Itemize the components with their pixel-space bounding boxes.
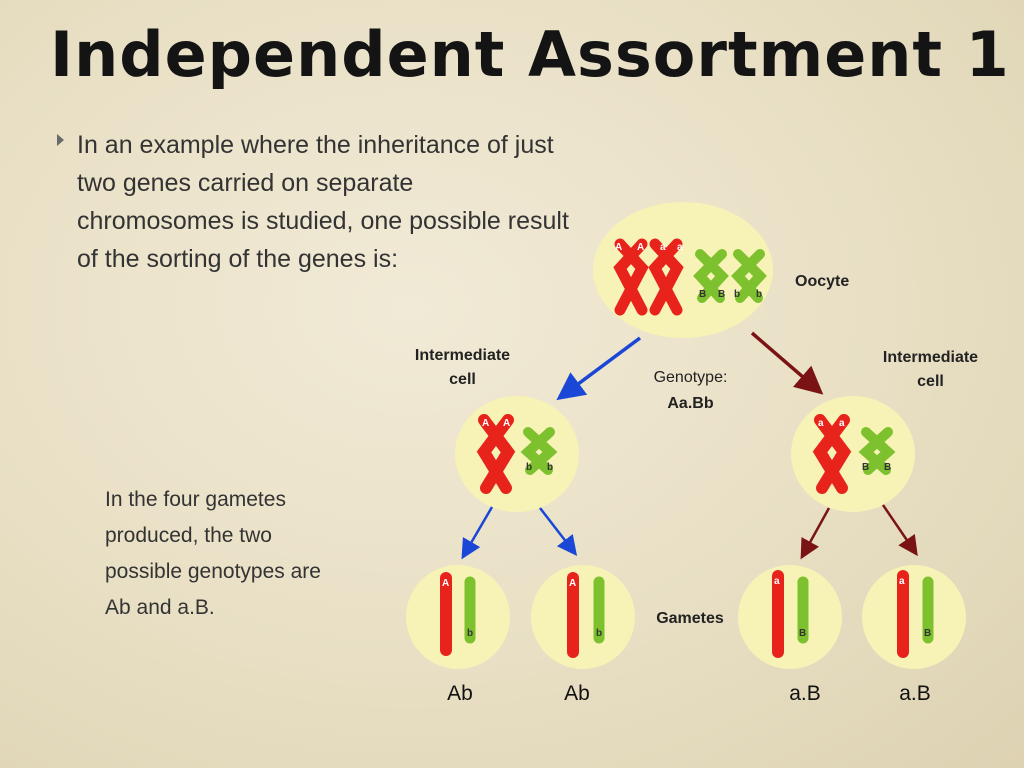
allele-label: a [774,576,780,587]
arrow-oocyte-to-right [752,333,818,390]
intermediate-left-label: Intermediate cell [414,347,511,388]
allele-label: A [637,242,645,253]
allele-label: B [799,628,807,639]
gametes-explanation: In the four gametes produced, the two possible genotypes are Ab and a.B. [105,488,321,619]
allele-label: b [547,462,554,473]
allele-label: A [442,578,450,589]
allele-label: a [839,418,845,429]
genotype-label: Genotype: [653,369,728,386]
allele-label: B [699,289,707,300]
arrow-oocyte-to-left [562,338,640,396]
allele-label: B [884,462,892,473]
allele-label: b [526,462,533,473]
allele-label: a [899,576,905,587]
allele-label: a [660,242,666,253]
gamete-genotype-1: Ab [447,682,473,705]
arrow-left-to-gamete-2 [540,508,574,552]
gamete-cell-2 [531,565,635,669]
allele-label: A [503,418,511,429]
allele-label: b [756,289,763,300]
gamete-cell-1 [406,565,510,669]
gamete-genotype-4: a.B [899,682,931,705]
gamete-cell-4 [862,565,966,669]
allele-label: B [862,462,870,473]
intermediate-cell-left [455,396,579,512]
genotype-value: Aa.Bb [667,395,714,412]
allele-label: B [718,289,726,300]
arrow-right-to-gamete-4 [883,505,915,552]
allele-label: A [482,418,490,429]
bullet-text: In an example where the inheritance of just two genes carried on separate chromosomes is studied, one possible result of the sorting of the genes is: [77,131,569,273]
slide-title: Independent Assortment 1 [50,18,1010,91]
allele-label: b [734,289,741,300]
allele-label: A [615,242,623,253]
allele-label: b [596,628,603,639]
gamete-cell-3 [738,565,842,669]
allele-label: a [677,242,683,253]
gametes-label: Gametes [656,610,724,627]
gamete-genotype-3: a.B [789,682,821,705]
allele-label: B [924,628,932,639]
intermediate-cell-right [791,396,915,512]
arrow-left-to-gamete-1 [464,507,492,555]
arrow-right-to-gamete-3 [803,508,829,555]
allele-label: A [569,578,577,589]
oocyte-label: Oocyte [795,273,850,290]
allele-label: a [818,418,824,429]
allele-label: b [467,628,474,639]
intermediate-right-label: Intermediate cell [882,349,979,390]
gamete-genotype-2: Ab [564,682,590,705]
